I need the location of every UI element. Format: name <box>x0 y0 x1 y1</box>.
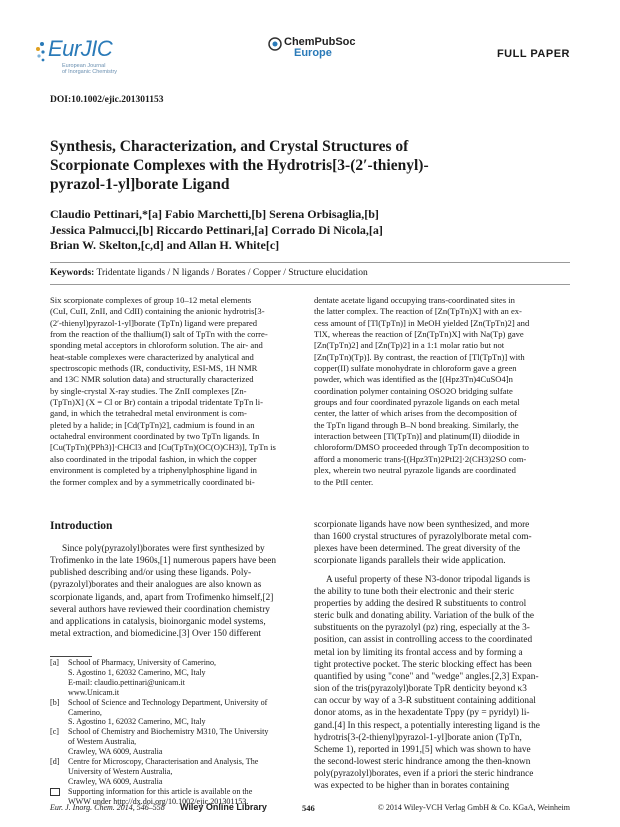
introduction-right-column: scorpionate ligands have now been synthesized, and more than 1600 crystal structures of pyrazolylborate metal com- plexes have been determined. The great diversity of the scorpionate ligands parallels their wide application. A useful property of these N3-donor tripodal ligands is the ability to tune both their electronic and their steric properties by adding the desired R substituents to control steric bulk and donating ability. Variation of the bulk of the substituents on the pyrazolyl (pz) ring, especially at the 3- position, can assist in controlling access to the coordinated metal ion by limiting its frontal access and by forming a tight protective pocket. The steric blocking effect has been quantified by using "cone" and "wedge" angles.[2,3] Expan- sion of the tris(pyrazolyl)borate TpR denticity beyond κ3 can occur by way of a 3-R substituent containing additional donor atoms, as in the hexadentate Tppy (py = pyridyl) li- gand.[4] In this respect, a potentially interesting ligand is the hydrotris[3-(2-thienyl)pyrazol-1-yl]borate anion (TpTn, Scheme 1), reported in 1991,[5] which was shown to have the second-lowest steric hindrance among the then-known poly(pyrazolyl)borates, even if a priori the steric hindrance was expected to be higher than in borates containing <box>314 520 540 792</box>
keywords <box>50 268 570 278</box>
wiley-online-library-link[interactable]: Wiley Online Library <box>180 802 267 812</box>
author-line: Brian W. Skelton,[c,d] and Allan H. White[c] <box>50 238 280 252</box>
chempubsoc-emblem-icon <box>268 37 282 51</box>
title-line: pyrazol-1-yl]borate Ligand <box>50 176 230 193</box>
doi: DOI:10.1002/ejic.201301153 <box>50 95 164 105</box>
affiliation-d: [d] Centre for Microscopy, Characterisation and Analysis, The University of Western Australia, Crawley, WA 6009, Australia <box>50 757 259 786</box>
keywords-bottom-rule <box>50 284 570 285</box>
supporting-info-icon <box>50 788 60 796</box>
affiliations <box>50 658 306 807</box>
keywords-text: Tridentate ligands / N ligands / Borates / Copper / Structure elucidation <box>96 268 368 278</box>
author-list <box>50 207 530 254</box>
author-line: Jessica Palmucci,[b] Riccardo Pettinari,[a] Corrado Di Nicola,[a] <box>50 222 383 237</box>
page-number: 546 <box>302 803 315 813</box>
journal-logo-name: EurJIC <box>48 36 113 61</box>
journal-logo-subtitle: European Journal of Inorganic Chemistry <box>62 63 118 75</box>
title-line: Synthesis, Characterization, and Crystal Structures of <box>50 138 409 155</box>
article-title <box>50 137 520 194</box>
abstract-right-column: dentate acetate ligand occupying trans-coordinated sites in the latter complex. The reaction of [Zn(TpTn)X] with an ex- cess amount of [Tl(TpTn)] in MeOH yielded [Zn(TpTn)2] and TlX, whereas the reaction of [Zn(TpTn)X] with Na(Tp) gave [Zn(TpTn)2] and [Zn(Tp)2] in a 1:1 molar ratio but not [Zn(TpTn)(Tp)]. By contrast, the reaction of [Tl(TpTn)] with copper(II) sulfate monohydrate in chloroform gave a green powder, which was identified as the [(Hpz3Tn)4CuSO4]n coordination polymer containing OSO2O bridging sulfate groups and four coordinated pyrazole ligands on each metal center, the latter of which arises from the decomposition of the TpTn ligand through B–N bond breaking. Similarly, the interaction between [Tl(TpTn)] and platinum(II) diiodide in chloroform/DMSO proceeded through TpTn decomposition to afford a monomeric trans-[(Hpz3Tn)2PtI2]·2(CH3)2SO com- plex, wherein two neutral pyrazole ligands are coordinated to the PtII center. <box>314 295 530 487</box>
keywords-top-rule <box>50 262 570 263</box>
corresponding-email[interactable]: E-mail: claudio.pettinari@unicam.it <box>68 677 185 687</box>
author-line: Claudio Pettinari,*[a] Fabio Marchetti,[b] Serena Orbisaglia,[b] <box>50 207 379 221</box>
article-type: FULL PAPER <box>496 48 570 60</box>
journal-logo <box>34 36 130 78</box>
abstract-left-column: Six scorpionate complexes of group 10–12 metal elements (CuI, CuII, ZnII, and CdII) containing the anionic hydrotris[3- (2′-thienyl)pyrazol-1-yl]borate (TpTn) ligand were prepared from the reaction of the thallium(I) salt of TpTn with the corre- sponding metal acceptors in chloroform solution. The air- and heat-stable complexes were characterized by analytical and spectroscopic methods (IR, conductivity, ESI-MS, 1H NMR and 13C NMR solution data) and structurally characterized by single-crystal X-ray studies. The ZnII complexes [Zn- (TpTn)X] (X = Cl or Br) contain a tripodal tridentate TpTn li- gand, in which the tetrahedral metal environment is com- pleted by a halide; in [Cd(TpTn)2], cadmium is found in an octahedral environment coordinated by two TpTn ligands. In [Cu(TpTn)(PPh3)]·CHCl3 and [Cu(TpTn)(OC(O)CH3)], TpTn is also coordinated in the tripodal fashion, in which the copper environment is completed by a triphenylphosphine ligand in the former complex and by a symmetrically coordinated bi- <box>50 295 276 487</box>
journal-citation: Eur. J. Inorg. Chem. 2014, 546–558 <box>50 803 165 812</box>
affiliation-a: [a] School of Pharmacy, University of Camerino, S. Agostino 1, 62032 Camerino, MC, Italy E-mail: claudio.pettinari@unicam.it www.Unicam.it <box>50 658 306 698</box>
introduction-left-column: Since poly(pyrazolyl)borates were first synthesized by Trofimenko in the late 1960s,[1] numerous papers have been published describing and/or using these ligands. Poly- (pyrazolyl)borates and their analogues are also known as scorpionate ligands, and, apart from Trofimenko himself,[2] several authors have reviewed their coordination chemistry and applications in catalysis, bioinorganic model systems, metal extraction, and biomedicine.[3] Over 150 different <box>50 544 277 640</box>
introduction-heading: Introduction <box>50 520 113 532</box>
publisher-logo <box>268 36 378 62</box>
supporting-info-link[interactable]: WWW under http://dx.doi.org/10.1002/ejic.201301153. <box>68 796 249 806</box>
affiliation-b: [b] School of Science and Technology Department, University of Camerino, S. Agostino 1, 62032 Camerino, MC, Italy <box>50 697 268 727</box>
supporting-information-note: Supporting information for this article is available on the WWW under http://dx.doi.org/10.1002/ejic.201301153. <box>50 787 306 807</box>
copyright: © 2014 Wiley-VCH Verlag GmbH & Co. KGaA, Weinheim <box>377 803 570 812</box>
university-website-link[interactable]: www.Unicam.it <box>68 687 120 697</box>
publisher-logo-line1: ChemPubSoc <box>284 36 356 48</box>
affiliation-c: [c] School of Chemistry and Biochemistry M310, The University of Western Australia, Crawley, WA 6009, Australia <box>50 727 269 757</box>
publisher-logo-line2: Europe <box>294 47 332 59</box>
keywords-label: Keywords: <box>50 268 95 278</box>
title-line: Scorpionate Complexes with the Hydrotris[3-(2′-thienyl)- <box>50 157 429 174</box>
journal-logo-dots-icon <box>34 40 48 70</box>
affiliations-rule <box>50 656 92 657</box>
